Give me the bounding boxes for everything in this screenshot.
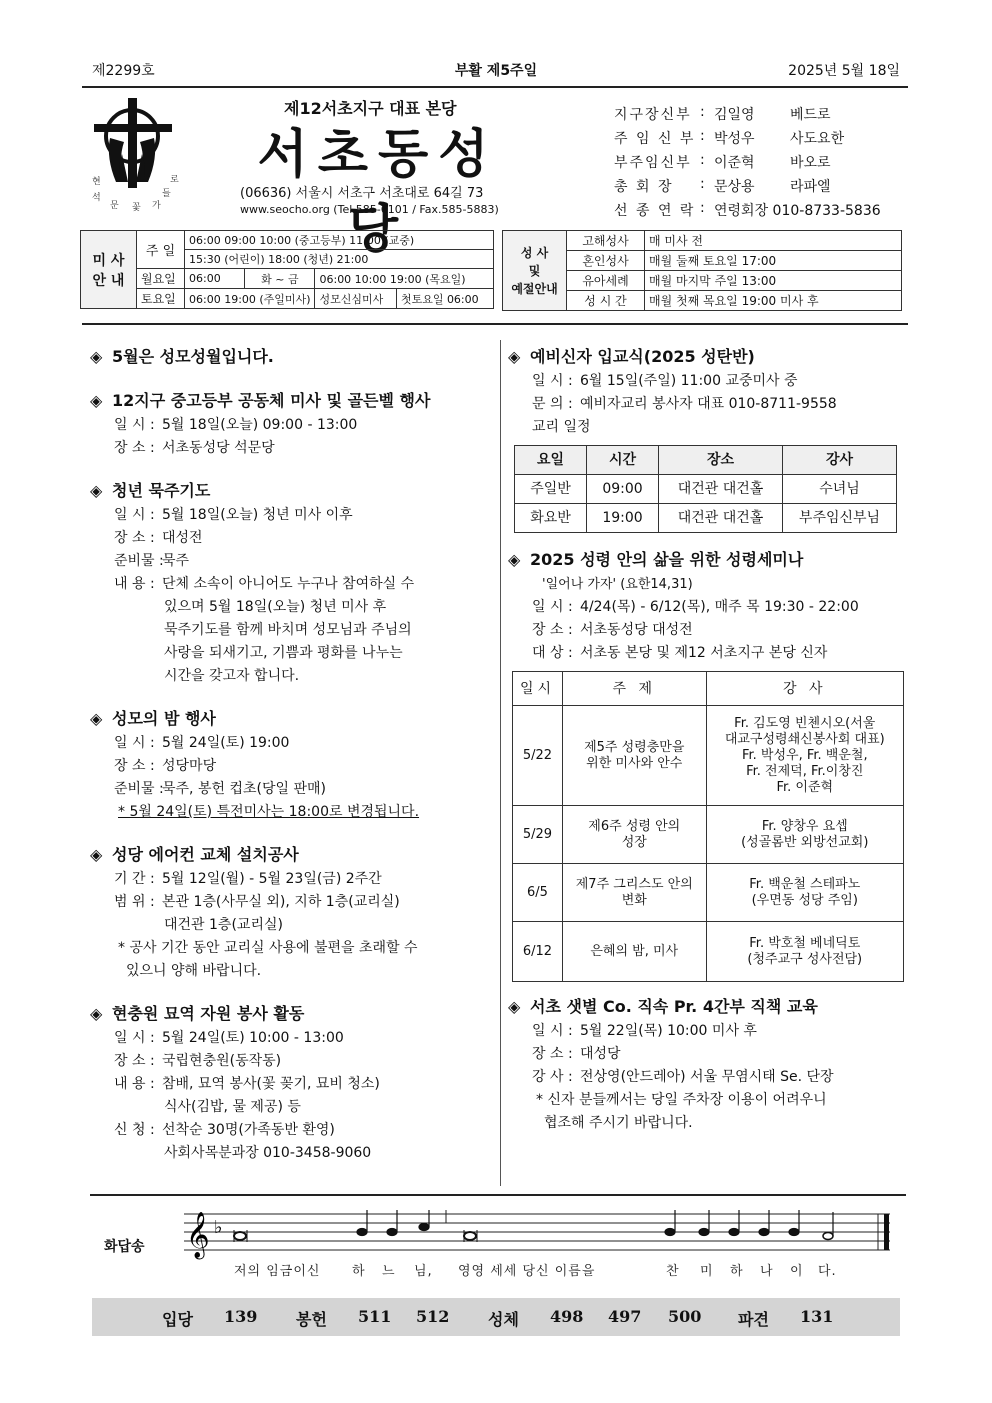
notice-title: 청년 묵주기도 <box>112 481 211 500</box>
marian-mass: 성모신심미사 <box>315 289 396 309</box>
masthead-bar <box>92 60 900 82</box>
topic-line: 위한 미사와 안수 <box>586 755 683 771</box>
notice-note: * 5월 24일(토) 특전미사는 18:00로 변경됩니다. <box>118 804 420 820</box>
hymn-number: 497 <box>608 1307 642 1326</box>
diamond-bullet-icon: ◈ <box>90 481 103 500</box>
sacrament-time: 매월 첫째 목요일 19:00 미사 후 <box>645 291 902 311</box>
topic-line: 성장 <box>621 834 647 850</box>
schedule-divider <box>82 323 908 325</box>
mass-label-1: 미 사 <box>92 252 125 269</box>
notice-title: 5월은 성모성월입니다. <box>112 347 274 366</box>
table-cell: 5/22 <box>513 706 563 806</box>
field-key: 준비물 : <box>114 553 164 569</box>
topic-line: 제6주 성령 안의 <box>588 818 681 834</box>
field-value: 서초동 본당 및 제12 서초지구 본당 신자 <box>580 645 828 661</box>
clergy-baptismal: 베드로 <box>790 107 831 123</box>
field-value: 5월 24일(토) 19:00 <box>162 735 290 751</box>
field-subheading: 교리 일정 <box>532 419 591 435</box>
field-value: 대성전 <box>162 530 203 546</box>
notice-note: * 신자 분들께서는 당일 주차장 이용이 어려우니 <box>536 1092 827 1108</box>
field-key: 장 소 : <box>532 1046 573 1062</box>
notice-title: 성당 에어컨 교체 설치공사 <box>112 845 299 864</box>
hymn-label-offertory: 봉헌 <box>296 1310 327 1329</box>
table-cell: 주일반 <box>515 475 587 504</box>
hymn-number: 500 <box>668 1307 702 1326</box>
sacrament-time: 매월 둘째 토요일 17:00 <box>645 251 902 271</box>
table-header: 강 사 <box>706 672 903 706</box>
table-header: 일시 <box>513 672 563 706</box>
speaker-line: Fr. 박성우, Fr. 백운철, <box>741 747 868 763</box>
lyric-segment: 하 <box>352 1264 366 1279</box>
table-row <box>515 475 897 504</box>
logo-word: 석 <box>92 193 101 203</box>
lyric-segment: 영영 세세 당신 이름을 <box>458 1264 596 1279</box>
clergy-row <box>614 176 881 200</box>
field-value: 5월 24일(토) 10:00 - 13:00 <box>162 1030 344 1046</box>
speaker-line: (성골롬반 외방선교회) <box>741 834 869 850</box>
lyric-segment: 느 <box>382 1264 396 1279</box>
tue-fri-label: 화 ~ 금 <box>245 269 315 289</box>
parish-name: 서초동성당 <box>257 124 499 260</box>
mass-schedule-table <box>80 230 494 309</box>
field-continuation: 묵주기도를 함께 바치며 성모님과 주님의 <box>164 622 412 638</box>
table-cell <box>562 922 706 982</box>
cross-logo-icon <box>86 94 196 194</box>
lyric-segment: 하 <box>730 1264 744 1279</box>
table-row <box>513 706 904 806</box>
field-continuation: 있으며 5월 18일(오늘) 청년 미사 후 <box>164 599 387 615</box>
clergy-name: 김일영 <box>714 107 755 123</box>
clergy-sep: : <box>700 128 705 144</box>
lyric-segment: 나 <box>760 1264 774 1279</box>
saturday-label: 토요일 <box>137 289 185 309</box>
clergy-baptismal: 사도요한 <box>790 131 845 147</box>
lyric-segment: 저의 임금이신 <box>234 1264 321 1279</box>
table-cell <box>562 706 706 806</box>
notice-note: * 공사 기간 동안 교리실 사용에 불편을 초래할 수 <box>118 940 418 956</box>
lyric-segment: 다. <box>818 1264 837 1279</box>
table-cell <box>562 864 706 922</box>
speaker-line: (우면동 성당 주임) <box>751 892 858 908</box>
parish-address: (06636) 서울시 서초구 서초대로 64길 73 <box>240 186 484 201</box>
logo-word: 로 <box>170 175 179 185</box>
field-key: 강 사 : <box>532 1069 573 1085</box>
field-key: 대 상 : <box>532 645 573 661</box>
sacrament-name: 고해성사 <box>567 231 645 251</box>
table-header: 주 제 <box>562 672 706 706</box>
field-key: 내 용 : <box>114 1076 155 1092</box>
table-cell: 대건관 대건홀 <box>659 475 783 504</box>
field-continuation: 대건관 1층(교리실) <box>164 917 283 933</box>
notice-cemetery-volunteer <box>90 1001 490 1165</box>
field-key: 장 소 : <box>114 440 155 456</box>
hymn-number: 498 <box>550 1307 584 1326</box>
monday-label: 월요일 <box>137 269 185 289</box>
field-continuation: 사랑을 되새기고, 기쁨과 평화를 나누는 <box>164 645 403 661</box>
field-value: 성당마당 <box>162 758 217 774</box>
clergy-name: 이준혁 <box>714 155 755 171</box>
notice-title: 성모의 밤 행사 <box>112 709 216 728</box>
field-value: 예비자교리 봉사자 대표 010-8711-9558 <box>580 396 837 412</box>
field-value: 5월 12일(월) - 5월 23일(금) 2주간 <box>162 871 382 887</box>
field-key: 내 용 : <box>114 576 155 592</box>
logo-word: 현 <box>92 177 101 187</box>
table-cell: 수녀님 <box>783 475 897 504</box>
speaker-line: Fr. 전제덕, Fr.이창진 <box>746 763 864 779</box>
field-key: 일 시 : <box>114 735 155 751</box>
lyric-segment: 이 <box>790 1264 804 1279</box>
sacrament-label-2: 및 <box>528 263 541 278</box>
field-key: 장 소 : <box>532 622 573 638</box>
clergy-role: 총 회 장 <box>614 179 674 195</box>
clergy-role: 주 임 신 부 <box>614 131 696 147</box>
field-value: 참배, 묘역 봉사(꽃 꽂기, 묘비 청소) <box>162 1076 380 1092</box>
table-cell: 대건관 대건홀 <box>659 504 783 533</box>
diamond-bullet-icon: ◈ <box>90 347 103 366</box>
diamond-bullet-icon: ◈ <box>508 550 521 569</box>
field-value: 단체 소속이 아니어도 누구나 참여하실 수 <box>162 576 415 592</box>
field-key: 일 시 : <box>532 599 573 615</box>
table-row <box>515 504 897 533</box>
mass-label-2: 안 내 <box>92 272 125 289</box>
clergy-role: 선 종 연 락 <box>614 203 696 219</box>
table-row <box>513 922 904 982</box>
table-row <box>513 864 904 922</box>
lyric-segment: 찬 <box>666 1264 680 1279</box>
sacrament-label <box>503 231 567 311</box>
field-value: 서초동성당 대성전 <box>580 622 693 638</box>
hymn-number: 131 <box>800 1307 834 1326</box>
tue-fri-times: 06:00 10:00 19:00 (목요일) <box>315 269 494 289</box>
field-key: 일 시 : <box>114 417 155 433</box>
table-cell: 19:00 <box>587 504 659 533</box>
speaker-line: Fr. 이준혁 <box>776 779 834 795</box>
clergy-row <box>614 200 881 224</box>
table-cell <box>706 806 903 864</box>
hymn-label-communion: 성체 <box>488 1310 519 1329</box>
logo-word: 들 <box>162 189 171 199</box>
clergy-role: 지구장신부 <box>614 107 692 123</box>
field-value: 5월 18일(오늘) 청년 미사 이후 <box>162 507 353 523</box>
table-header: 강사 <box>783 446 897 475</box>
diamond-bullet-icon: ◈ <box>90 391 103 410</box>
logo-word: 문 <box>110 201 119 211</box>
field-value: 묵주, 봉헌 컵초(당일 판매) <box>162 781 326 797</box>
speaker-line: (청주교구 성사전담) <box>747 951 863 967</box>
clergy-name: 박성우 <box>714 131 755 147</box>
notice-aircon <box>90 842 490 983</box>
notice-title: 2025 성령 안의 삶을 위한 성령세미나 <box>530 550 804 569</box>
clergy-role: 부주임신부 <box>614 155 692 171</box>
field-key: 준비물 : <box>114 781 164 797</box>
clergy-row <box>614 128 881 152</box>
right-column <box>508 344 904 1153</box>
field-value: 전상영(안드레아) 서울 무염시태 Se. 단장 <box>580 1069 834 1085</box>
clergy-sep: : <box>700 104 705 120</box>
field-key: 신 청 : <box>114 1122 155 1138</box>
notice-marian-month <box>90 344 490 370</box>
hymn-numbers-bar <box>92 1298 900 1336</box>
table-cell <box>706 864 903 922</box>
field-value: 본관 1층(사무실 외), 지하 1층(교리실) <box>162 894 400 910</box>
logo-word: 꽃 <box>132 203 141 213</box>
notice-legion-training <box>508 994 904 1135</box>
table-cell <box>562 806 706 864</box>
sacrament-name: 혼인성사 <box>567 251 645 271</box>
field-value: 5월 18일(오늘) 09:00 - 13:00 <box>162 417 358 433</box>
sacrament-name: 성 시 간 <box>567 291 645 311</box>
diamond-bullet-icon: ◈ <box>90 709 103 728</box>
hymn-number: 512 <box>416 1307 450 1326</box>
table-cell: 6/5 <box>513 864 563 922</box>
diamond-bullet-icon: ◈ <box>508 347 521 366</box>
speaker-line: Fr. 양창우 요셉 <box>761 818 848 834</box>
psalm-response-label: 화답송 <box>104 1239 145 1255</box>
diamond-bullet-icon: ◈ <box>90 845 103 864</box>
notice-marian-night <box>90 706 490 824</box>
clergy-sep: : <box>700 152 705 168</box>
seminar-table <box>512 671 904 982</box>
hymn-number: 511 <box>358 1307 392 1326</box>
table-cell: 09:00 <box>587 475 659 504</box>
field-key: 장 소 : <box>114 530 155 546</box>
diamond-bullet-icon: ◈ <box>90 1004 103 1023</box>
field-key: 일 시 : <box>532 373 573 389</box>
treble-clef-icon: 𝄞 <box>186 1212 210 1258</box>
clergy-row <box>614 104 881 128</box>
notice-spirit-seminar <box>508 547 904 982</box>
notice-youth-rosary <box>90 478 490 688</box>
field-key: 장 소 : <box>114 1053 155 1069</box>
field-value: 6월 15일(주일) 11:00 교중미사 중 <box>580 373 798 389</box>
speaker-line: 대교구성령쇄신봉사회 대표) <box>724 731 885 747</box>
monday-times: 06:00 <box>185 269 245 289</box>
table-cell: 부주임신부님 <box>783 504 897 533</box>
field-value: 국립현충원(동작동) <box>162 1053 282 1069</box>
seminar-quote: '일어나 가자' (요한14,31) <box>542 577 693 592</box>
table-row <box>513 806 904 864</box>
field-key: 장 소 : <box>114 758 155 774</box>
notice-youth-mass <box>90 388 490 460</box>
speaker-line: Fr. 김도영 빈첸시오(서울 <box>734 715 876 731</box>
sacrament-label-3: 예절안내 <box>511 281 558 296</box>
flat-sign-icon: ♭ <box>214 1217 223 1238</box>
column-divider <box>500 340 501 1186</box>
issue-date: 2025년 5월 18일 <box>788 63 900 79</box>
table-header: 장소 <box>659 446 783 475</box>
bottom-divider <box>90 1194 906 1196</box>
clergy-baptismal: 바오로 <box>790 155 831 171</box>
mass-label <box>81 231 137 309</box>
table-cell: 5/29 <box>513 806 563 864</box>
topic-line: 은혜의 밤, 미사 <box>590 943 679 959</box>
topic-line: 변화 <box>621 892 647 908</box>
sacrament-time: 매월 마지막 주일 13:00 <box>645 271 902 291</box>
topic-line: 제5주 성령충만을 <box>584 739 685 755</box>
lyric-segment: 미 <box>700 1264 714 1279</box>
sunday-times-2: 15:30 (어린이) 18:00 (청년) 21:00 <box>185 250 494 269</box>
field-key: 일 시 : <box>114 1030 155 1046</box>
notice-note: 있으니 양해 바랍니다. <box>126 963 262 979</box>
field-value: 5월 22일(목) 10:00 미사 후 <box>580 1023 757 1039</box>
hymn-number: 139 <box>224 1307 258 1326</box>
speaker-line: Fr. 박호철 베네딕토 <box>749 935 861 951</box>
top-divider <box>82 86 908 88</box>
clergy-baptismal: 라파엘 <box>790 179 831 195</box>
notice-note: 협조해 주시기 바랍니다. <box>544 1115 693 1131</box>
parish-contact: www.seocho.org (Tel.585-6101 / Fax.585-5883) <box>240 203 499 216</box>
sunday-label: 주 일 <box>137 231 185 269</box>
issue-number: 제2299호 <box>92 63 155 79</box>
notice-title: 서초 샛별 Co. 직속 Pr. 4간부 직책 교육 <box>530 997 818 1016</box>
table-cell: 6/12 <box>513 922 563 982</box>
hymn-label-entrance: 입당 <box>162 1310 193 1329</box>
sunday-times-1: 06:00 09:00 10:00 (중고등부) 11:00 (교중) <box>185 231 494 250</box>
clergy-list <box>614 104 881 224</box>
header-subtitle: 제12서초지구 대표 본당 <box>284 99 457 118</box>
field-key: 범 위 : <box>114 894 155 910</box>
clergy-sep: : <box>700 176 705 192</box>
lyric-segment: 님, <box>414 1264 433 1279</box>
table-cell <box>706 706 903 806</box>
liturgical-season: 부활 제5주일 <box>454 63 538 79</box>
speaker-line: Fr. 백운철 스테파노 <box>749 876 861 892</box>
notice-title: 예비신자 입교식(2025 성탄반) <box>530 347 755 366</box>
table-cell <box>706 922 903 982</box>
topic-line: 제7주 그리스도 안의 <box>575 876 693 892</box>
field-value: 대성당 <box>580 1046 621 1062</box>
notice-title: 12지구 중고등부 공동체 미사 및 골든벨 행사 <box>112 391 431 410</box>
hymn-label-recessional: 파견 <box>738 1310 769 1329</box>
field-key: 일 시 : <box>532 1023 573 1039</box>
table-header: 요일 <box>515 446 587 475</box>
clergy-name: 연령회장 010-8733-5836 <box>714 203 881 219</box>
clergy-name: 문상용 <box>714 179 755 195</box>
clergy-row <box>614 152 881 176</box>
sacrament-name: 유아세례 <box>567 271 645 291</box>
field-continuation: 사회사목분과장 010-3458-9060 <box>164 1145 372 1161</box>
parish-logo <box>86 94 196 213</box>
field-key: 일 시 : <box>114 507 155 523</box>
left-column <box>90 344 490 1183</box>
notice-title: 현충원 묘역 자원 봉사 활동 <box>112 1004 305 1023</box>
table-cell: 화요반 <box>515 504 587 533</box>
sacrament-time: 매 미사 전 <box>645 231 902 251</box>
field-key: 문 의 : <box>532 396 573 412</box>
logo-word: 가 <box>152 201 161 211</box>
music-staff <box>184 1210 896 1260</box>
catechism-table <box>514 445 897 533</box>
table-header: 시간 <box>587 446 659 475</box>
diamond-bullet-icon: ◈ <box>508 997 521 1016</box>
saturday-times: 06:00 19:00 (주일미사) <box>185 289 315 309</box>
field-continuation: 식사(김밥, 물 제공) 등 <box>164 1099 301 1115</box>
notice-catechumen <box>508 344 904 533</box>
sacraments-table <box>502 230 902 311</box>
field-key: 기 간 : <box>114 871 155 887</box>
field-value: 선착순 30명(가족동반 환영) <box>162 1122 335 1138</box>
field-value: 4/24(목) - 6/12(목), 매주 목 19:30 - 22:00 <box>580 599 859 615</box>
sacrament-label-1: 성 사 <box>520 245 549 260</box>
clergy-sep: : <box>700 200 705 216</box>
field-value: 묵주 <box>162 553 190 569</box>
field-continuation: 시간을 갖고자 합니다. <box>164 668 300 684</box>
field-value: 서초동성당 석문당 <box>162 440 275 456</box>
first-saturday: 첫토요일 06:00 <box>396 289 493 309</box>
